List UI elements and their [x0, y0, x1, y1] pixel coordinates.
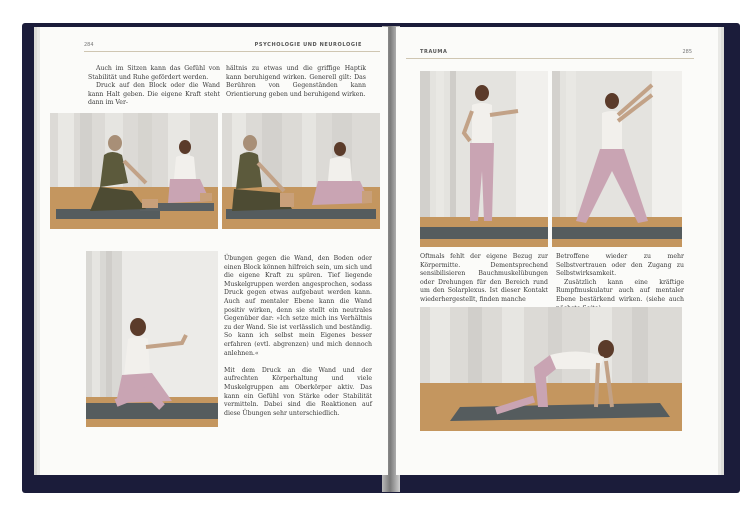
photo-seated-block-pair-1 [50, 113, 218, 229]
paragraph: Mit dem Druck an die Wand und der aufrechten Körperhaltung und viele Muskelgruppen am Oberkörper aktiv. Das kann ein Gefühl von Stärke oder Stabilität vermitteln. Dabei sind die Reaktionen auf diese Übungen sehr unterschiedlich. [224, 366, 372, 417]
left-body-text [224, 255, 372, 427]
paragraph: Betroffene wieder zu mehr Selbstvertrauen oder den Zugang zu Selbstwirksamkeit. [556, 253, 684, 278]
header-rule-right [406, 58, 694, 59]
left-page [40, 27, 388, 475]
photo-standing-wall-1 [420, 71, 548, 247]
header-rule-left [84, 51, 380, 52]
paragraph: Druck auf den Block oder die Wand kann Halt geben. Die eigene Kraft steht dann im Ver- [88, 82, 220, 107]
paragraph: Auch im Sitzen kann das Gefühl von Stabilität und Ruhe gefördert werden. [88, 65, 220, 81]
running-head-right: TRAUMA [420, 49, 448, 55]
left-col2-text [226, 65, 366, 108]
photo-wall-sitting [86, 251, 218, 427]
right-col1-text [420, 253, 548, 313]
paragraph: Oftmals fehlt der eigene Bezug zur Körpermitte. Dementsprechend sensibilisieren Bauchmuskelübungen oder Drehungen für den Bereich rund um den Solarplexus. Ist dieser Kontakt wiederhergestellt, finden manche [420, 253, 548, 303]
paragraph: Zusätzlich kann eine kräftige Rumpfmuskulatur auch auf mentaler Ebene bestärkend wirken. (siehe auch [556, 278, 684, 303]
page-number-right: 285 [682, 49, 692, 55]
paragraph: Übungen gegen die Wand, den Boden oder einen Block können hilfreich sein, um sich und die eigene Kraft zu spüren. Tief liegende Muskelgruppen werden angesprochen, sodass Druck gegen etwas aufgebaut werden kann. Auch auf mentaler Ebene kann die Wand positiv wirken, denn sie stellt ein neutrales Gegenüber dar: »Ich setze mich ins Verhältnis zu der Wand. Sie ist verlässlich und beständig. So kann ich selbst mein Eigenes besser erfahren (evtl. abgrenzen) und mich dennoch anlehnen.« [224, 255, 372, 357]
running-head-left: PSYCHOLOGIE UND NEUROLOGIE [254, 42, 362, 48]
page-number-left: 284 [84, 42, 94, 48]
photo-kneeling [420, 307, 682, 431]
right-page [396, 27, 718, 475]
photo-standing-wall-2 [552, 71, 682, 247]
paragraph: hältnis zu etwas und die griffige Haptik kann beruhigend wirken. Generell gilt: Das Berühren von Gegenständen kann Orientierung geben und beruhigend wirken. [226, 65, 366, 98]
photo-seated-block-pair-2 [222, 113, 380, 229]
left-col1-text [88, 65, 220, 117]
